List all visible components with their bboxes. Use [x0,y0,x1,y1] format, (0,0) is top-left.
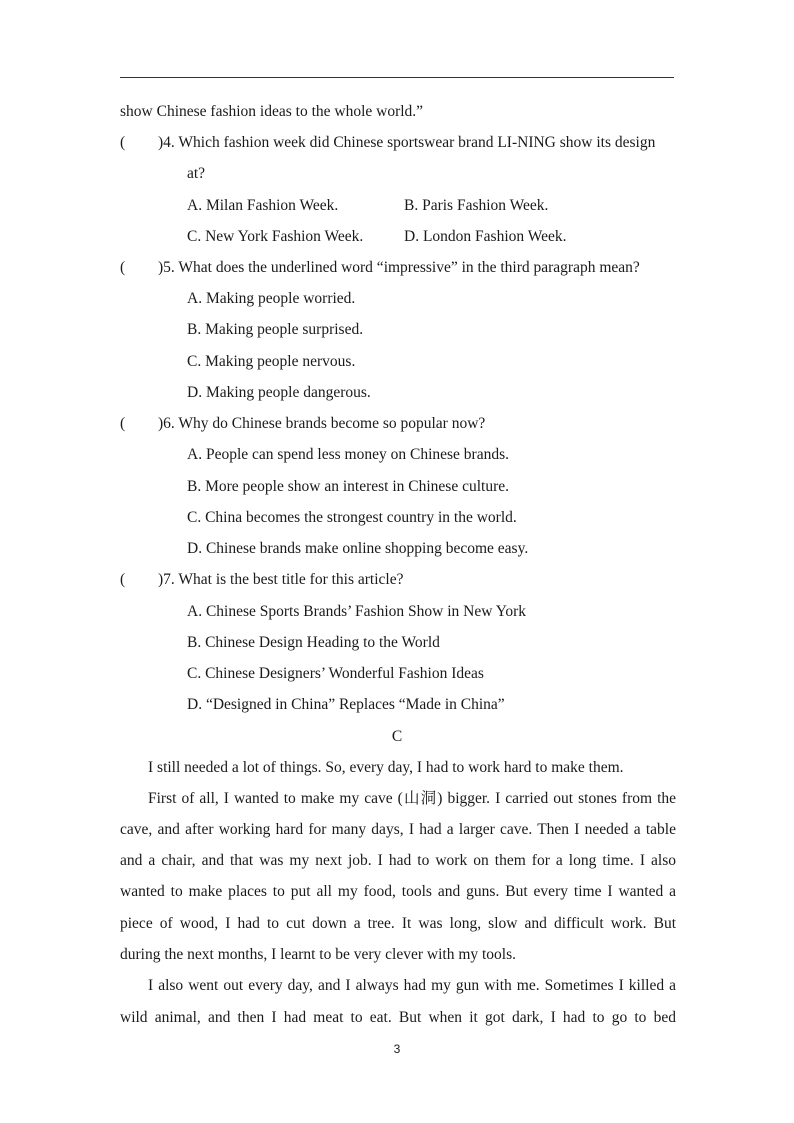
passage-p2-line-4: wanted to make places to put all my food, tools and guns. But every time I wanted a [120,883,676,900]
q4-option-b: B. Paris Fashion Week. [404,197,549,214]
answer-blank-6[interactable]: ( [120,415,126,432]
passage-paragraph-1: I still needed a lot of things. So, every day, I had to work hard to make them. [148,759,624,776]
question-6-text: )6. Why do Chinese brands become so popular now? [158,415,486,432]
answer-blank-4[interactable]: ( [120,134,126,151]
q5-option-c: C. Making people nervous. [187,353,356,370]
passage-p2-line-1: First of all, I wanted to make my cave (山洞) bigger. I carried out stones from the [148,790,676,807]
passage-p3-line-2: wild animal, and then I had meat to eat. But when it got dark, I had to go to bed [120,1009,676,1026]
page-number: 3 [393,1042,401,1056]
question-5-text: )5. What does the underlined word “impressive” in the third paragraph mean? [158,259,640,276]
q6-option-b: B. More people show an interest in Chinese culture. [187,478,509,495]
passage-p2-line-2: cave, and after working hard for many days, I had a larger cave. Then I needed a table [120,821,676,838]
question-4-cont: at? [187,165,206,182]
q7-option-c: C. Chinese Designers’ Wonderful Fashion Ideas [187,665,484,682]
question-6 [120,414,485,434]
passage-p2-line-6: during the next months, I learnt to be very clever with my tools. [120,946,517,963]
passage-p2-line-5: piece of wood, I had to cut down a tree. It was long, slow and difficult work. But [120,915,676,932]
q5-option-a: A. Making people worried. [187,290,356,307]
question-4 [120,133,655,153]
passage-p2-line-3: and a chair, and that was my next job. I had to work on them for a long time. I also [120,852,676,869]
passage-p3-line-1: I also went out every day, and I always had my gun with me. Sometimes I killed a [148,977,676,994]
q6-option-a: A. People can spend less money on Chinese brands. [187,446,509,463]
question-4-text: )4. Which fashion week did Chinese sportswear brand LI-NING show its design [158,134,656,151]
q7-option-d: D. “Designed in China” Replaces “Made in China” [187,696,505,713]
answer-blank-7[interactable]: ( [120,571,126,588]
q7-option-a: A. Chinese Sports Brands’ Fashion Show in New York [187,603,527,620]
question-5 [120,258,640,278]
q7-option-b: B. Chinese Design Heading to the World [187,634,440,651]
question-7 [120,570,404,590]
header-rule [120,77,674,78]
q6-option-c: C. China becomes the strongest country in the world. [187,509,517,526]
top-text: show Chinese fashion ideas to the whole world.” [120,103,424,120]
q6-option-d: D. Chinese brands make online shopping become easy. [187,540,529,557]
answer-blank-5[interactable]: ( [120,259,126,276]
q5-option-d: D. Making people dangerous. [187,384,371,401]
question-7-text: )7. What is the best title for this article? [158,571,404,588]
q4-option-a: A. Milan Fashion Week. [187,197,339,214]
section-heading: C [391,728,403,745]
q4-option-c: C. New York Fashion Week. [187,228,364,245]
q4-option-d: D. London Fashion Week. [404,228,567,245]
q5-option-b: B. Making people surprised. [187,321,364,338]
